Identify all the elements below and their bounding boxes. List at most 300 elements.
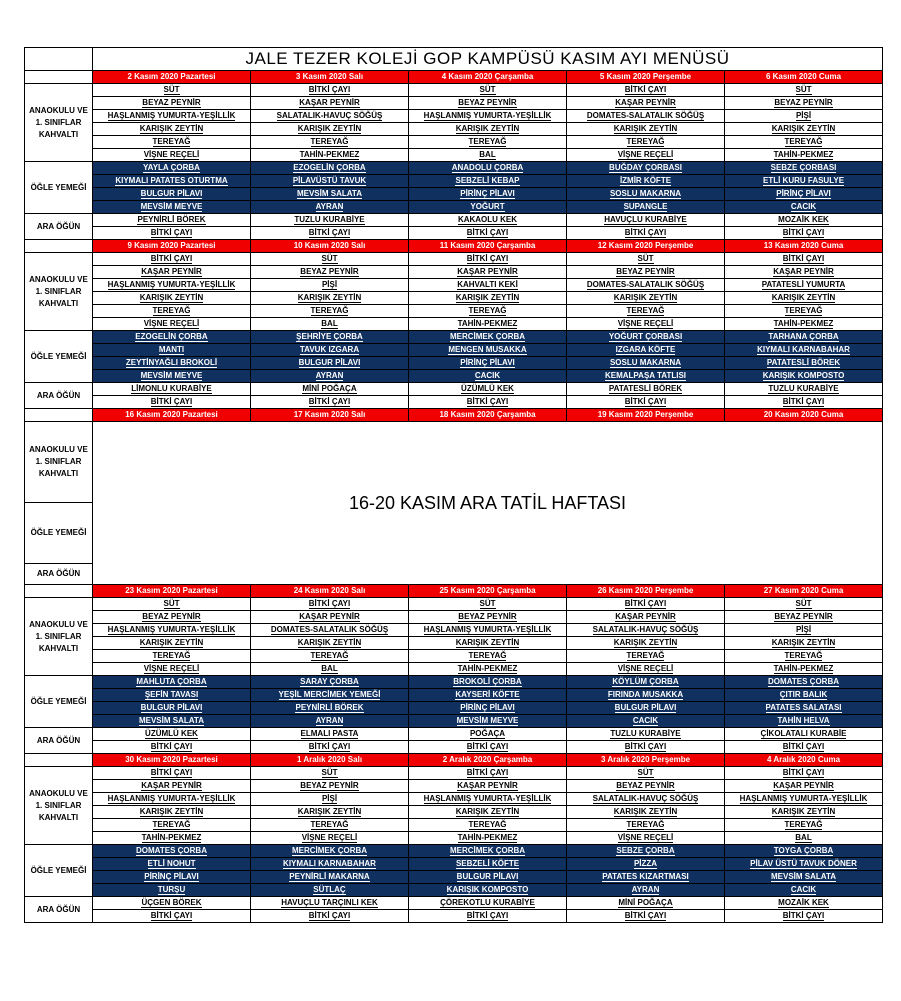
menu-cell bbox=[409, 136, 567, 149]
day-date-header: 20 Kasım 2020 Cuma bbox=[725, 409, 883, 422]
menu-item: BİTKİ ÇAYI bbox=[150, 768, 193, 777]
menu-cell bbox=[725, 292, 883, 305]
menu-cell bbox=[251, 884, 409, 897]
breakfast-row bbox=[25, 97, 883, 110]
menu-item: TAHİN-PEKMEZ bbox=[457, 833, 518, 842]
corner-cell bbox=[25, 48, 93, 71]
menu-item: MANTI bbox=[158, 345, 185, 354]
menu-cell bbox=[251, 663, 409, 676]
menu-item: AYRAN bbox=[315, 202, 344, 211]
menu-item: TAHİN-PEKMEZ bbox=[141, 833, 202, 842]
menu-item: BİTKİ ÇAYI bbox=[782, 397, 825, 406]
menu-item: PATATES KIZARTMASI bbox=[602, 872, 689, 881]
breakfast-row bbox=[25, 780, 883, 793]
menu-cell bbox=[93, 175, 251, 188]
menu-cell bbox=[409, 344, 567, 357]
menu-item: PİRİNÇ PİLAVI bbox=[144, 872, 199, 881]
menu-item: KARIŞIK ZEYTİN bbox=[139, 293, 204, 302]
menu-item: HAŞLANMIŞ YUMURTA-YEŞİLLİK bbox=[107, 625, 236, 634]
menu-item: KARIŞIK ZEYTİN bbox=[771, 293, 836, 302]
menu-cell bbox=[93, 884, 251, 897]
lunch-row bbox=[25, 676, 883, 689]
menu-cell bbox=[567, 884, 725, 897]
menu-item: PİZZA bbox=[633, 859, 658, 868]
menu-item: TEREYAĞ bbox=[784, 820, 823, 829]
menu-cell bbox=[93, 201, 251, 214]
menu-cell bbox=[409, 123, 567, 136]
day-date-header: 30 Kasım 2020 Pazartesi bbox=[93, 754, 251, 767]
menu-item: BİTKİ ÇAYI bbox=[782, 768, 825, 777]
menu-item: KAŞAR PEYNİR bbox=[615, 98, 676, 107]
menu-item: TAVUK IZGARA bbox=[299, 345, 360, 354]
day-date-header: 17 Kasım 2020 Salı bbox=[251, 409, 409, 422]
menu-item: TEREYAĞ bbox=[310, 651, 349, 660]
menu-cell bbox=[567, 305, 725, 318]
title-row bbox=[25, 48, 883, 71]
menu-item: PİRİNÇ PİLAVI bbox=[460, 703, 515, 712]
menu-item: BİTKİ ÇAYI bbox=[624, 85, 667, 94]
menu-cell bbox=[251, 227, 409, 240]
menu-item: PATATESLİ BÖREK bbox=[608, 384, 683, 393]
menu-cell bbox=[409, 897, 567, 910]
menu-cell bbox=[725, 897, 883, 910]
menu-cell bbox=[409, 396, 567, 409]
menu-cell bbox=[567, 598, 725, 611]
lunch-row bbox=[25, 702, 883, 715]
menu-cell bbox=[725, 845, 883, 858]
breakfast-row bbox=[25, 149, 883, 162]
menu-item: DOMATES-SALATALIK SÖĞÜŞ bbox=[586, 280, 705, 289]
menu-cell bbox=[725, 741, 883, 754]
lunch-label: ÖĞLE YEMEĞİ bbox=[25, 845, 93, 897]
menu-item: BULGUR PİLAVI bbox=[298, 358, 361, 367]
menu-item: POĞAÇA bbox=[469, 729, 506, 738]
breakfast-label: ANAOKULU VE 1. SINIFLAR KAHVALTI bbox=[25, 598, 93, 676]
menu-item: KAŞAR PEYNİR bbox=[773, 267, 834, 276]
menu-cell bbox=[409, 624, 567, 637]
lunch-label: ÖĞLE YEMEĞİ bbox=[25, 331, 93, 383]
menu-cell bbox=[567, 383, 725, 396]
menu-cell bbox=[725, 650, 883, 663]
breakfast-row bbox=[25, 279, 883, 292]
menu-cell bbox=[409, 793, 567, 806]
day-date-header: 2 Kasım 2020 Pazartesi bbox=[93, 71, 251, 84]
menu-cell bbox=[567, 214, 725, 227]
menu-cell bbox=[725, 793, 883, 806]
menu-item: KARIŞIK ZEYTİN bbox=[613, 293, 678, 302]
menu-item: AYRAN bbox=[315, 716, 344, 725]
menu-cell bbox=[409, 910, 567, 923]
menu-cell bbox=[725, 97, 883, 110]
menu-item: KAŞAR PEYNİR bbox=[141, 781, 202, 790]
menu-item: KAŞAR PEYNİR bbox=[615, 612, 676, 621]
menu-item: BEYAZ PEYNİR bbox=[458, 98, 517, 107]
menu-item: IZGARA KÖFTE bbox=[615, 345, 676, 354]
menu-cell bbox=[409, 201, 567, 214]
menu-cell bbox=[409, 806, 567, 819]
menu-item: KARIŞIK ZEYTİN bbox=[613, 807, 678, 816]
menu-cell bbox=[725, 318, 883, 331]
menu-item: BİTKİ ÇAYI bbox=[782, 228, 825, 237]
date-header-row bbox=[25, 71, 883, 84]
menu-item: BİTKİ ÇAYI bbox=[308, 599, 351, 608]
menu-cell bbox=[409, 598, 567, 611]
menu-item: BEYAZ PEYNİR bbox=[774, 612, 833, 621]
menu-item: HAŞLANMIŞ YUMURTA-YEŞİLLİK bbox=[423, 111, 552, 120]
menu-item: BEYAZ PEYNİR bbox=[774, 98, 833, 107]
menu-item: PATATESLİ BÖREK bbox=[766, 358, 841, 367]
menu-item: ÇITIR BALIK bbox=[779, 690, 828, 699]
menu-cell bbox=[251, 832, 409, 845]
menu-item: BİTKİ ÇAYI bbox=[466, 742, 509, 751]
breakfast-label: ANAOKULU VE 1. SINIFLAR KAHVALTI bbox=[25, 253, 93, 331]
lunch-row bbox=[25, 884, 883, 897]
menu-item: MERCİMEK ÇORBA bbox=[449, 846, 526, 855]
menu-item: PİRİNÇ PİLAVI bbox=[776, 189, 831, 198]
menu-item: BİTKİ ÇAYI bbox=[624, 742, 667, 751]
menu-item: KARIŞIK ZEYTİN bbox=[139, 807, 204, 816]
menu-item: SÜT bbox=[795, 85, 812, 94]
breakfast-row bbox=[25, 806, 883, 819]
snack-row bbox=[25, 227, 883, 240]
menu-cell bbox=[409, 715, 567, 728]
menu-cell bbox=[567, 858, 725, 871]
menu-item: KARIŞIK ZEYTİN bbox=[455, 638, 520, 647]
menu-item: PEYNİRLİ MAKARNA bbox=[289, 872, 370, 881]
menu-item: ŞEFİN TAVASI bbox=[144, 690, 199, 699]
menu-cell bbox=[251, 344, 409, 357]
menu-item: TEREYAĞ bbox=[152, 306, 191, 315]
menu-cell bbox=[93, 188, 251, 201]
menu-cell bbox=[567, 663, 725, 676]
menu-cell bbox=[409, 728, 567, 741]
menu-cell bbox=[725, 858, 883, 871]
menu-item: MOZAİK KEK bbox=[778, 215, 829, 224]
snack-row bbox=[25, 897, 883, 910]
menu-item: ELMALI PASTA bbox=[300, 729, 359, 738]
menu-item: TEREYAĞ bbox=[468, 820, 507, 829]
menu-cell bbox=[93, 637, 251, 650]
menu-cell bbox=[409, 214, 567, 227]
empty-label-cell bbox=[25, 240, 93, 253]
menu-cell bbox=[93, 819, 251, 832]
menu-cell bbox=[251, 819, 409, 832]
lunch-row bbox=[25, 689, 883, 702]
menu-cell bbox=[409, 162, 567, 175]
menu-item: ETLİ KURU FASULYE bbox=[762, 176, 845, 185]
day-date-header: 1 Aralık 2020 Salı bbox=[251, 754, 409, 767]
menu-item: SÜT bbox=[637, 768, 654, 777]
menu-item: HAŞLANMIŞ YUMURTA-YEŞİLLİK bbox=[107, 280, 236, 289]
menu-item: TAHİN-PEKMEZ bbox=[457, 319, 518, 328]
menu-cell bbox=[567, 871, 725, 884]
menu-item: VİŞNE REÇELİ bbox=[143, 664, 200, 673]
menu-item: BİTKİ ÇAYI bbox=[466, 911, 509, 920]
menu-item: TUZLU KURABİYE bbox=[610, 729, 681, 738]
menu-cell bbox=[409, 884, 567, 897]
menu-item: BİTKİ ÇAYI bbox=[466, 254, 509, 263]
lunch-row bbox=[25, 331, 883, 344]
menu-cell bbox=[93, 871, 251, 884]
menu-item: KEMALPAŞA TATLISI bbox=[604, 371, 687, 380]
lunch-row bbox=[25, 344, 883, 357]
menu-cell bbox=[725, 624, 883, 637]
menu-cell bbox=[567, 897, 725, 910]
menu-item: TEREYAĞ bbox=[784, 651, 823, 660]
breakfast-row bbox=[25, 793, 883, 806]
menu-item: BİTKİ ÇAYI bbox=[308, 228, 351, 237]
menu-cell bbox=[725, 676, 883, 689]
menu-item: SUPANGLE bbox=[623, 202, 668, 211]
menu-item: SÜT bbox=[321, 768, 338, 777]
menu-cell bbox=[251, 897, 409, 910]
menu-cell bbox=[725, 702, 883, 715]
menu-item: DOMATES-SALATALIK SÖĞÜŞ bbox=[586, 111, 705, 120]
menu-item: PİLAV ÜSTÜ TAVUK DÖNER bbox=[750, 859, 857, 868]
menu-cell bbox=[567, 702, 725, 715]
menu-cell bbox=[567, 910, 725, 923]
menu-item: KIYMALI KARNABAHAR bbox=[283, 859, 376, 868]
menu-cell bbox=[93, 123, 251, 136]
menu-cell bbox=[409, 266, 567, 279]
empty-label-cell bbox=[25, 409, 93, 422]
menu-cell bbox=[567, 728, 725, 741]
menu-cell bbox=[725, 162, 883, 175]
menu-cell bbox=[725, 819, 883, 832]
menu-cell bbox=[567, 279, 725, 292]
menu-item: TEREYAĞ bbox=[626, 306, 665, 315]
menu-cell bbox=[725, 331, 883, 344]
menu-cell bbox=[93, 702, 251, 715]
day-date-header: 25 Kasım 2020 Çarşamba bbox=[409, 585, 567, 598]
menu-item: DOMATES ÇORBA bbox=[768, 677, 839, 686]
menu-item: SÜT bbox=[163, 85, 180, 94]
menu-item: ÜZÜMLÜ KEK bbox=[461, 384, 514, 393]
menu-item: HAŞLANMIŞ YUMURTA-YEŞİLLİK bbox=[107, 794, 236, 803]
breakfast-label: ANAOKULU VE 1. SINIFLAR KAHVALTI bbox=[25, 767, 93, 845]
menu-cell bbox=[567, 344, 725, 357]
menu-cell bbox=[567, 84, 725, 97]
menu-item: KAHVALTI KEKİ bbox=[457, 280, 518, 289]
menu-item: ÜZÜMLÜ KEK bbox=[145, 729, 198, 738]
lunch-row bbox=[25, 715, 883, 728]
menu-item: PİRİNÇ PİLAVI bbox=[460, 358, 515, 367]
menu-item: TURŞU bbox=[157, 885, 186, 894]
menu-item: AYRAN bbox=[631, 885, 660, 894]
breakfast-row bbox=[25, 318, 883, 331]
menu-cell bbox=[567, 123, 725, 136]
menu-cell bbox=[567, 806, 725, 819]
menu-item: BEYAZ PEYNİR bbox=[142, 612, 201, 621]
menu-item: ŞEHRİYE ÇORBA bbox=[296, 332, 363, 341]
breakfast-row bbox=[25, 663, 883, 676]
menu-cell bbox=[251, 858, 409, 871]
menu-item: KAŞAR PEYNİR bbox=[299, 612, 360, 621]
menu-item: BİTKİ ÇAYI bbox=[150, 228, 193, 237]
menu-item: BULGUR PİLAVI bbox=[140, 703, 203, 712]
menu-cell bbox=[725, 357, 883, 370]
menu-cell bbox=[251, 149, 409, 162]
snack-label: ARA ÖĞÜN bbox=[25, 383, 93, 409]
menu-cell bbox=[725, 175, 883, 188]
menu-item: CACIK bbox=[474, 371, 501, 380]
menu-item: ZEYTİNYAĞLI BROKOLİ bbox=[125, 358, 218, 367]
snack-row bbox=[25, 741, 883, 754]
menu-item: BİTKİ ÇAYI bbox=[624, 228, 667, 237]
menu-cell bbox=[251, 383, 409, 396]
breakfast-label: ANAOKULU VE 1. SINIFLAR KAHVALTI bbox=[25, 422, 93, 503]
menu-item: BİTKİ ÇAYI bbox=[150, 397, 193, 406]
day-date-header: 2 Aralık 2020 Çarşamba bbox=[409, 754, 567, 767]
menu-cell bbox=[725, 884, 883, 897]
menu-cell bbox=[725, 201, 883, 214]
menu-cell bbox=[93, 396, 251, 409]
menu-cell bbox=[725, 663, 883, 676]
menu-item: BEYAZ PEYNİR bbox=[300, 267, 359, 276]
menu-cell bbox=[93, 598, 251, 611]
menu-cell bbox=[93, 780, 251, 793]
menu-item: MERCİMEK ÇORBA bbox=[449, 332, 526, 341]
date-header-row bbox=[25, 754, 883, 767]
menu-item: BROKOLİ ÇORBA bbox=[453, 677, 522, 686]
menu-cell bbox=[93, 832, 251, 845]
menu-item: SALATALIK-HAVUÇ SÖĞÜŞ bbox=[592, 625, 699, 634]
menu-cell bbox=[567, 266, 725, 279]
menu-cell bbox=[251, 910, 409, 923]
menu-cell bbox=[251, 318, 409, 331]
menu-cell bbox=[567, 624, 725, 637]
day-date-header: 9 Kasım 2020 Pazartesi bbox=[93, 240, 251, 253]
menu-item: BİTKİ ÇAYI bbox=[308, 397, 351, 406]
menu-item: PİŞİ bbox=[321, 280, 338, 289]
menu-cell bbox=[251, 175, 409, 188]
snack-row bbox=[25, 383, 883, 396]
menu-cell bbox=[93, 624, 251, 637]
lunch-row bbox=[25, 162, 883, 175]
menu-cell bbox=[567, 149, 725, 162]
menu-item: SEBZELİ KÖFTE bbox=[455, 859, 520, 868]
menu-item: BEYAZ PEYNİR bbox=[458, 612, 517, 621]
menu-cell bbox=[567, 845, 725, 858]
menu-item: HAVUÇLU TARÇINLI KEK bbox=[281, 898, 378, 907]
menu-cell bbox=[725, 598, 883, 611]
menu-cell bbox=[251, 806, 409, 819]
menu-item: KIYMALI KARNABAHAR bbox=[757, 345, 850, 354]
menu-item: PEYNİRLİ BÖREK bbox=[137, 215, 206, 224]
menu-item: HAVUÇLU KURABİYE bbox=[604, 215, 687, 224]
breakfast-row bbox=[25, 110, 883, 123]
menu-cell bbox=[409, 175, 567, 188]
menu-cell bbox=[725, 214, 883, 227]
menu-item: BAL bbox=[795, 833, 812, 842]
menu-cell bbox=[251, 767, 409, 780]
menu-cell bbox=[93, 910, 251, 923]
menu-item: VİŞNE REÇELİ bbox=[617, 150, 674, 159]
menu-item: KARIŞIK KOMPOSTO bbox=[446, 885, 529, 894]
menu-cell bbox=[725, 123, 883, 136]
menu-cell bbox=[93, 292, 251, 305]
menu-cell bbox=[93, 136, 251, 149]
menu-item: YEŞİL MERCİMEK YEMEĞİ bbox=[278, 690, 381, 699]
menu-cell bbox=[725, 84, 883, 97]
menu-cell bbox=[725, 188, 883, 201]
menu-cell bbox=[251, 624, 409, 637]
menu-cell bbox=[725, 305, 883, 318]
menu-item: MEVSİM MEYVE bbox=[140, 371, 203, 380]
menu-cell bbox=[409, 97, 567, 110]
menu-item: BULGUR PİLAVI bbox=[456, 872, 519, 881]
breakfast-row bbox=[25, 136, 883, 149]
breakfast-row bbox=[25, 305, 883, 318]
menu-cell bbox=[93, 305, 251, 318]
menu-cell bbox=[567, 715, 725, 728]
breakfast-row bbox=[25, 637, 883, 650]
menu-item: KAKAOLU KEK bbox=[457, 215, 518, 224]
menu-cell bbox=[251, 279, 409, 292]
menu-cell bbox=[725, 227, 883, 240]
empty-label-cell bbox=[25, 754, 93, 767]
menu-cell bbox=[725, 871, 883, 884]
menu-item: TEREYAĞ bbox=[626, 820, 665, 829]
menu-item: SÜT bbox=[795, 599, 812, 608]
date-header-row bbox=[25, 585, 883, 598]
menu-item: HAŞLANMIŞ YUMURTA-YEŞİLLİK bbox=[423, 625, 552, 634]
menu-cell bbox=[409, 689, 567, 702]
lunch-row bbox=[25, 858, 883, 871]
menu-item: PATATES SALATASI bbox=[765, 703, 842, 712]
menu-item: SOSLU MAKARNA bbox=[609, 189, 682, 198]
menu-item: MEVSİM MEYVE bbox=[140, 202, 203, 211]
menu-cell bbox=[725, 266, 883, 279]
menu-cell bbox=[409, 253, 567, 266]
menu-cell bbox=[251, 689, 409, 702]
menu-item: VİŞNE REÇELİ bbox=[143, 319, 200, 328]
menu-item: BAL bbox=[321, 319, 338, 328]
menu-cell bbox=[251, 715, 409, 728]
menu-item: VİŞNE REÇELİ bbox=[617, 319, 674, 328]
menu-item: BİTKİ ÇAYI bbox=[624, 599, 667, 608]
menu-item: TUZLU KURABİYE bbox=[294, 215, 365, 224]
menu-cell bbox=[93, 611, 251, 624]
menu-cell bbox=[567, 832, 725, 845]
menu-item: SÜT bbox=[479, 85, 496, 94]
breakfast-row bbox=[25, 598, 883, 611]
menu-item: BİTKİ ÇAYI bbox=[150, 911, 193, 920]
lunch-row bbox=[25, 175, 883, 188]
menu-item: KARIŞIK ZEYTİN bbox=[771, 807, 836, 816]
menu-cell bbox=[93, 793, 251, 806]
snack-row bbox=[25, 214, 883, 227]
holiday-notice: 16-20 KASIM ARA TATİL HAFTASI bbox=[93, 422, 883, 585]
snack-row bbox=[25, 396, 883, 409]
menu-cell bbox=[725, 715, 883, 728]
snack-label: ARA ÖĞÜN bbox=[25, 897, 93, 923]
menu-cell bbox=[93, 897, 251, 910]
menu-item: BİTKİ ÇAYI bbox=[782, 742, 825, 751]
menu-item: TEREYAĞ bbox=[468, 651, 507, 660]
menu-cell bbox=[93, 858, 251, 871]
menu-cell bbox=[251, 728, 409, 741]
menu-item: TEREYAĞ bbox=[310, 306, 349, 315]
menu-cell bbox=[251, 357, 409, 370]
menu-item: BİTKİ ÇAYI bbox=[782, 254, 825, 263]
menu-cell bbox=[725, 767, 883, 780]
menu-cell bbox=[93, 383, 251, 396]
menu-item: MERCİMEK ÇORBA bbox=[291, 846, 368, 855]
menu-item: FIRINDA MUSAKKA bbox=[607, 690, 684, 699]
menu-cell bbox=[409, 357, 567, 370]
menu-item: SEBZE ÇORBASI bbox=[770, 163, 837, 172]
